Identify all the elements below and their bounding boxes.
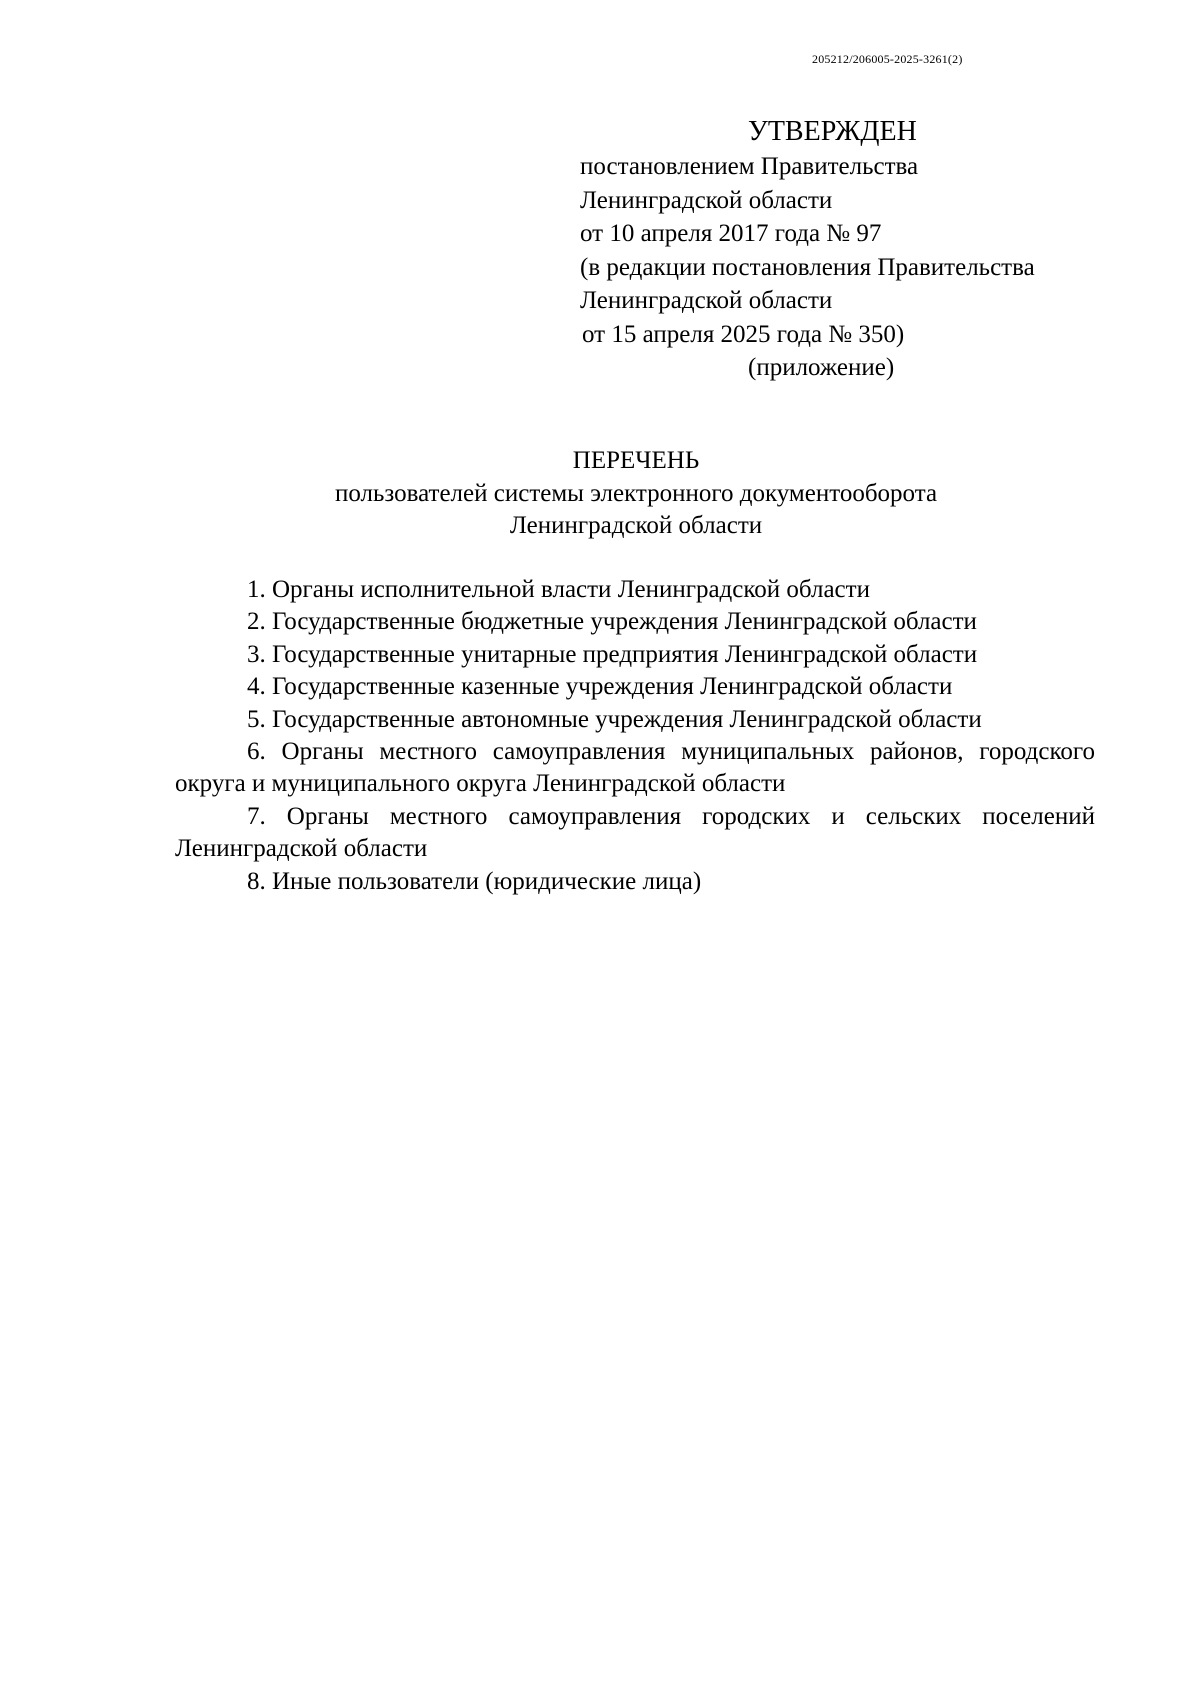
list-subtitle-line: пользователей системы электронного документооборота — [334, 480, 938, 507]
approval-line: Ленинградской области — [580, 186, 833, 214]
appendix-note: (приложение) — [748, 354, 895, 381]
list-item: 3. Государственные унитарные предприятия Ленинградской области — [247, 640, 978, 668]
list-item: 8. Иные пользователи (юридические лица) — [247, 867, 702, 895]
list-item: 5. Государственные автономные учреждения Ленинградской области — [247, 705, 982, 733]
list-item: 6. Органы местного самоуправления муниципальных районов, городского округа и муниципального округа Ленинградской области — [175, 738, 1095, 798]
list-heading: ПЕРЕЧЕНЬ — [572, 447, 700, 474]
user-list — [175, 574, 1095, 898]
list-item: 1. Органы исполнительной власти Ленинградской области — [247, 576, 870, 603]
approval-line: (в редакции постановления Правительства — [580, 253, 1035, 281]
list-subtitle-line: Ленинградской области — [509, 512, 763, 539]
document-code: 205212/206005-2025-3261(2) — [812, 52, 963, 66]
list-item: 4. Государственные казенные учреждения Ленинградской области — [247, 673, 953, 701]
approval-line: постановлением Правительства — [580, 153, 919, 180]
approved-title: УТВЕРЖДЕН — [748, 116, 917, 147]
approval-line: Ленинградской области — [580, 287, 833, 314]
list-item: 7. Органы местного самоуправления городских и сельских поселений Ленинградской области — [175, 802, 1095, 863]
approval-line: от 15 апреля 2025 года № 350) — [582, 320, 905, 348]
list-subtitle — [0, 478, 1200, 542]
approval-line: от 10 апреля 2017 года № 97 — [580, 220, 882, 247]
approval-block — [580, 114, 1120, 385]
list-item: 2. Государственные бюджетные учреждения Ленинградской области — [247, 608, 977, 636]
